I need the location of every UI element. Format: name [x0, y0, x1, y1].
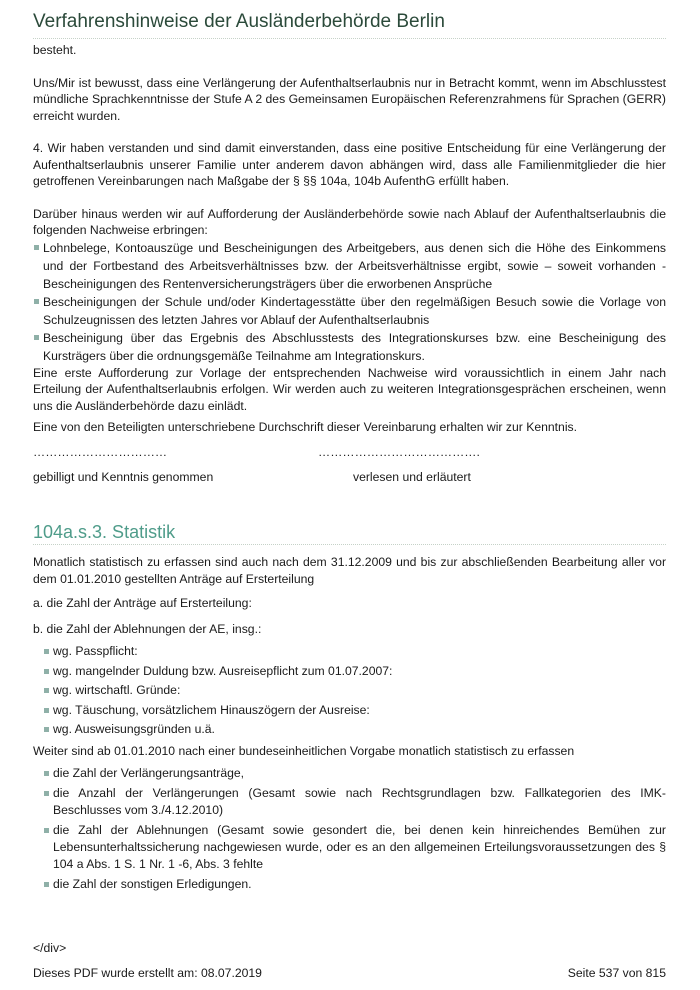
- list-item: die Zahl der Verlängerungsanträge,: [43, 765, 666, 782]
- paragraph-punkt-4: 4. Wir haben verstanden und sind damit einverstanden, dass eine positive Entscheidung für eine Verlängerung der Aufenthaltserlaubnis unserer Familie unter anderem davon abhängen wird, dass alle Familienmitglieder die hier getroffenen Vereinbarungen nach Maßgabe der § §§ 104a, 104b AufenthG erfüllt haben.: [33, 141, 666, 188]
- list-item: die Zahl der sonstigen Erledigungen.: [43, 876, 666, 893]
- list-item: Lohnbelege, Kontoauszüge und Bescheinigungen des Arbeitgebers, aus denen sich die Höhe des Einkommens und der Fortbestand des Arbeitsverhältnisses bzw. der Arbeitsverhältnisse ergibt, sowie – soweit vorhanden - Bescheinigungen des Rentenversicherungsträgers über die erworbenen Ansprüche: [33, 239, 666, 293]
- signature-line-left: ……………………………: [33, 444, 168, 459]
- item-a: a. die Zahl der Anträge auf Ersterteilung:: [33, 596, 252, 610]
- nachweise-list: [33, 239, 666, 365]
- paragraph-aufforderung: Eine erste Aufforderung zur Vorlage der entsprechenden Nachweise wird voraussichtlich in einem Jahr nach Erteilung der Aufenthaltserlaubnis erfolgen. Wir werden auch zu weiteren Integrationsgesprächen erscheinen, wenn uns die Ausländerbehörde dazu einlädt.: [33, 365, 666, 413]
- list-item: wg. Täuschung, vorsätzlichem Hinauszögern der Ausreise:: [43, 702, 666, 719]
- ablehnungsgruende-list: [43, 643, 666, 738]
- page-footer: [33, 966, 666, 980]
- paragraph-statistik-intro: Monatlich statistisch zu erfassen sind auch nach dem 31.12.2009 und bis zur abschließenden Bearbeitung aller vor dem 01.01.2010 gestellten Anträge auf Ersterteilung: [33, 555, 666, 586]
- footer-page-number: Seite 537 von 815: [567, 966, 666, 980]
- item-b: b. die Zahl der Ablehnungen der AE, insg.:: [33, 621, 262, 636]
- list-item: wg. mangelnder Duldung bzw. Ausreisepflicht zum 01.07.2007:: [43, 663, 666, 680]
- list-item: wg. Passpflicht:: [43, 643, 666, 660]
- list-item: Bescheinigungen der Schule und/oder Kindertagesstätte über den regelmäßigen Besuch sowie die Vorlage von Schulzeugnissen des letzten Jahres vor Ablauf der Aufenthaltserlaubnis: [33, 293, 666, 329]
- paragraph-sprachkenntnisse: Uns/Mir ist bewusst, dass eine Verlängerung der Aufenthaltserlaubnis nur in Betracht kommt, wenn im Abschlusstest mündliche Sprachkenntnisse der Stufe A 2 des Gemeinsamen Europäischen Referenzrahmens für Sprachen (GERR) erreicht wurden.: [33, 75, 666, 123]
- list-item: die Anzahl der Verlängerungen (Gesamt sowie nach Rechtsgrundlagen bzw. Fallkategorien des IMK- Beschlusses vom 3./4.12.2010): [43, 785, 666, 819]
- erfassung-list: [43, 765, 666, 893]
- stray-closing-tag: </div>: [33, 941, 67, 955]
- signature-line-right: ………………………………….: [318, 444, 480, 459]
- paragraph-besteht: besteht.: [33, 43, 77, 57]
- section-heading: 104a.s.3. Statistik: [33, 524, 666, 546]
- list-item: wg. wirtschaftl. Gründe:: [43, 682, 666, 699]
- document-title: Verfahrenshinweise der Ausländerbehörde Berlin: [33, 11, 445, 32]
- list-item: wg. Ausweisungsgründen u.ä.: [43, 721, 666, 738]
- paragraph-durchschrift: Eine von den Beteiligten unterschriebene Durchschrift dieser Vereinbarung erhalten wir zur Kenntnis.: [33, 420, 578, 434]
- list-item: Bescheinigung über das Ergebnis des Abschlusstests des Integrationskurses bzw. eine Bescheinigung des Kursträgers über die ordnungsgemäße Teilnahme am Integrationskurs.: [33, 329, 666, 365]
- document-body: [33, 42, 666, 957]
- paragraph-nachweise-intro: Darüber hinaus werden wir auf Aufforderung der Ausländerbehörde sowie nach Ablauf der Aufenthaltserlaubnis die folgenden Nachweise erbringen:: [33, 206, 666, 237]
- signature-dots-row: [33, 444, 666, 461]
- signature-label-left: gebilligt und Kenntnis genommen: [33, 470, 214, 484]
- signature-label-right: verlesen und erläutert: [353, 470, 471, 484]
- paragraph-weiter: Weiter sind ab 01.01.2010 nach einer bundeseinheitlichen Vorgabe monatlich statistisch zu erfassen: [33, 743, 575, 758]
- list-item: die Zahl der Ablehnungen (Gesamt sowie gesondert die, bei denen kein hinreichendes Bemühen zur Lebensunterhaltssicherung nachgewiesen wurde, oder es an den allgemeinen Erteilungsvoraussetzungen des § 104 a Abs. 1 S. 1 Nr. 1 -6, Abs. 3 fehlte: [43, 822, 666, 873]
- signature-labels-row: [33, 469, 666, 486]
- footer-created-date: Dieses PDF wurde erstellt am: 08.07.2019: [33, 966, 262, 980]
- page-header: [33, 11, 666, 39]
